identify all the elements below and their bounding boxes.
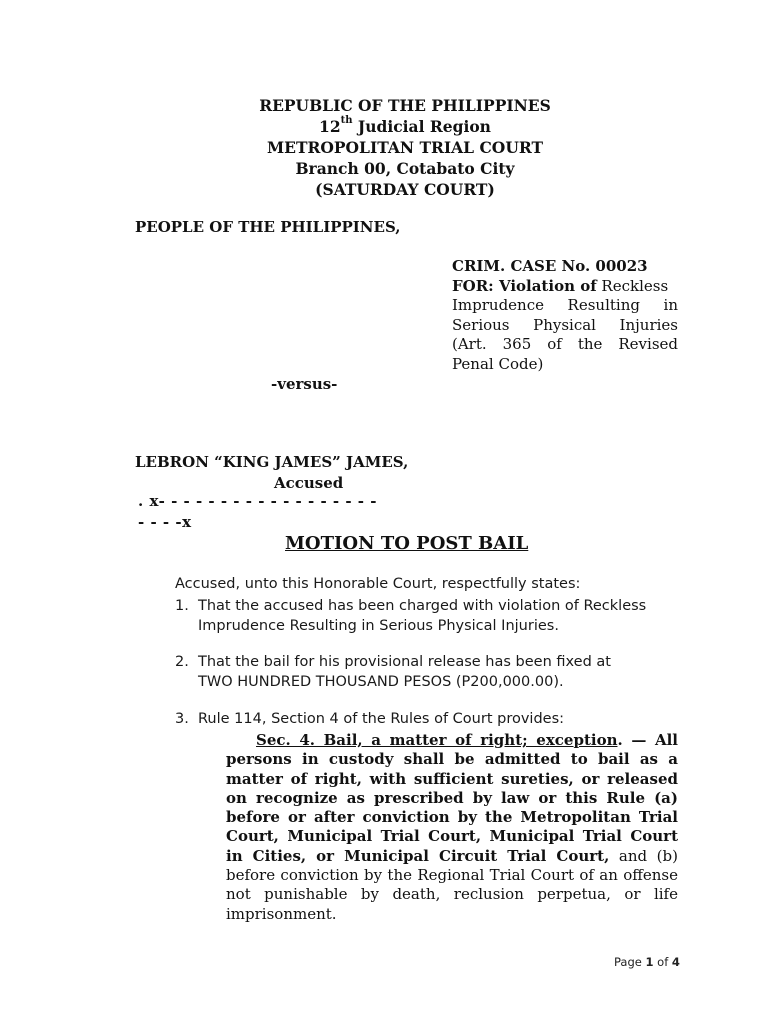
intro-paragraph: Accused, unto this Honorable Court, respectfully states: [175, 576, 581, 592]
quote-heading: Sec. 4. Bail, a matter of right; exception [256, 731, 618, 749]
judicial-region-line: 12th Judicial Region [319, 115, 491, 136]
saturday-court-line: (SATURDAY COURT) [315, 180, 495, 199]
case-for-line-2: Imprudence Resulting in [452, 296, 678, 314]
court-name-line: METROPOLITAN TRIAL COURT [267, 138, 543, 157]
accused-label: Accused [274, 474, 344, 492]
list-item-text: That the accused has been charged with violation of Reckless Imprudence Resulting in Serious Physical Injuries. [198, 598, 647, 634]
case-info [452, 257, 678, 374]
case-for-line-3: Serious Physical Injuries [452, 315, 678, 334]
plaintiff-name: PEOPLE OF THE PHILIPPINES, [135, 218, 401, 236]
caption-separator: . x- - - - - - - - - - - - - - - - - - [138, 492, 377, 510]
case-number: CRIM. CASE No. 00023 [452, 257, 648, 275]
list-item-number: 3. [175, 711, 189, 727]
caption-separator-end: - - - -x [138, 513, 192, 531]
case-for-line-4: (Art. 365 of the Revised [452, 335, 678, 353]
quote-bold-text: All persons in custody shall be admitted to bail as a matter of right, with sufficient sureties, or released on recognize as prescribed by law or this Rule (a) before or after conviction by the Metropolitan Trial Court, Municipal Trial Court, Municipal Trial Court in Cities, or Municipal Circuit Trial Court, [226, 731, 678, 865]
list-item-text: Rule 114, Section 4 of the Rules of Court provides: [198, 711, 565, 727]
motion-title: MOTION TO POST BAIL [285, 533, 529, 554]
case-for-line: FOR: Violation of Reckless [452, 276, 669, 295]
list-item-text: That the bail for his provisional release has been fixed at TWO HUNDRED THOUSAND PESOS (P200,000.00). [198, 654, 611, 690]
list-item-number: 1. [175, 598, 189, 614]
rule-quotation [226, 731, 678, 924]
quote-dash: . — [617, 731, 655, 749]
versus-label: -versus- [271, 375, 338, 393]
branch-line: Branch 00, Cotabato City [295, 159, 515, 178]
quote-normal-text: and (b) before conviction by the Regional Trial Court of an offense not punishable by death, reclusion perpetua, or life imprisonment. [226, 846, 678, 923]
republic-line: REPUBLIC OF THE PHILIPPINES [259, 96, 551, 115]
list-item-number: 2. [175, 654, 189, 670]
case-for-line-5: Penal Code) [452, 354, 544, 373]
page-number: Page 1 of 4 [614, 955, 680, 969]
court-caption [0, 95, 768, 200]
accused-name: LEBRON “KING JAMES” JAMES, [135, 453, 409, 471]
